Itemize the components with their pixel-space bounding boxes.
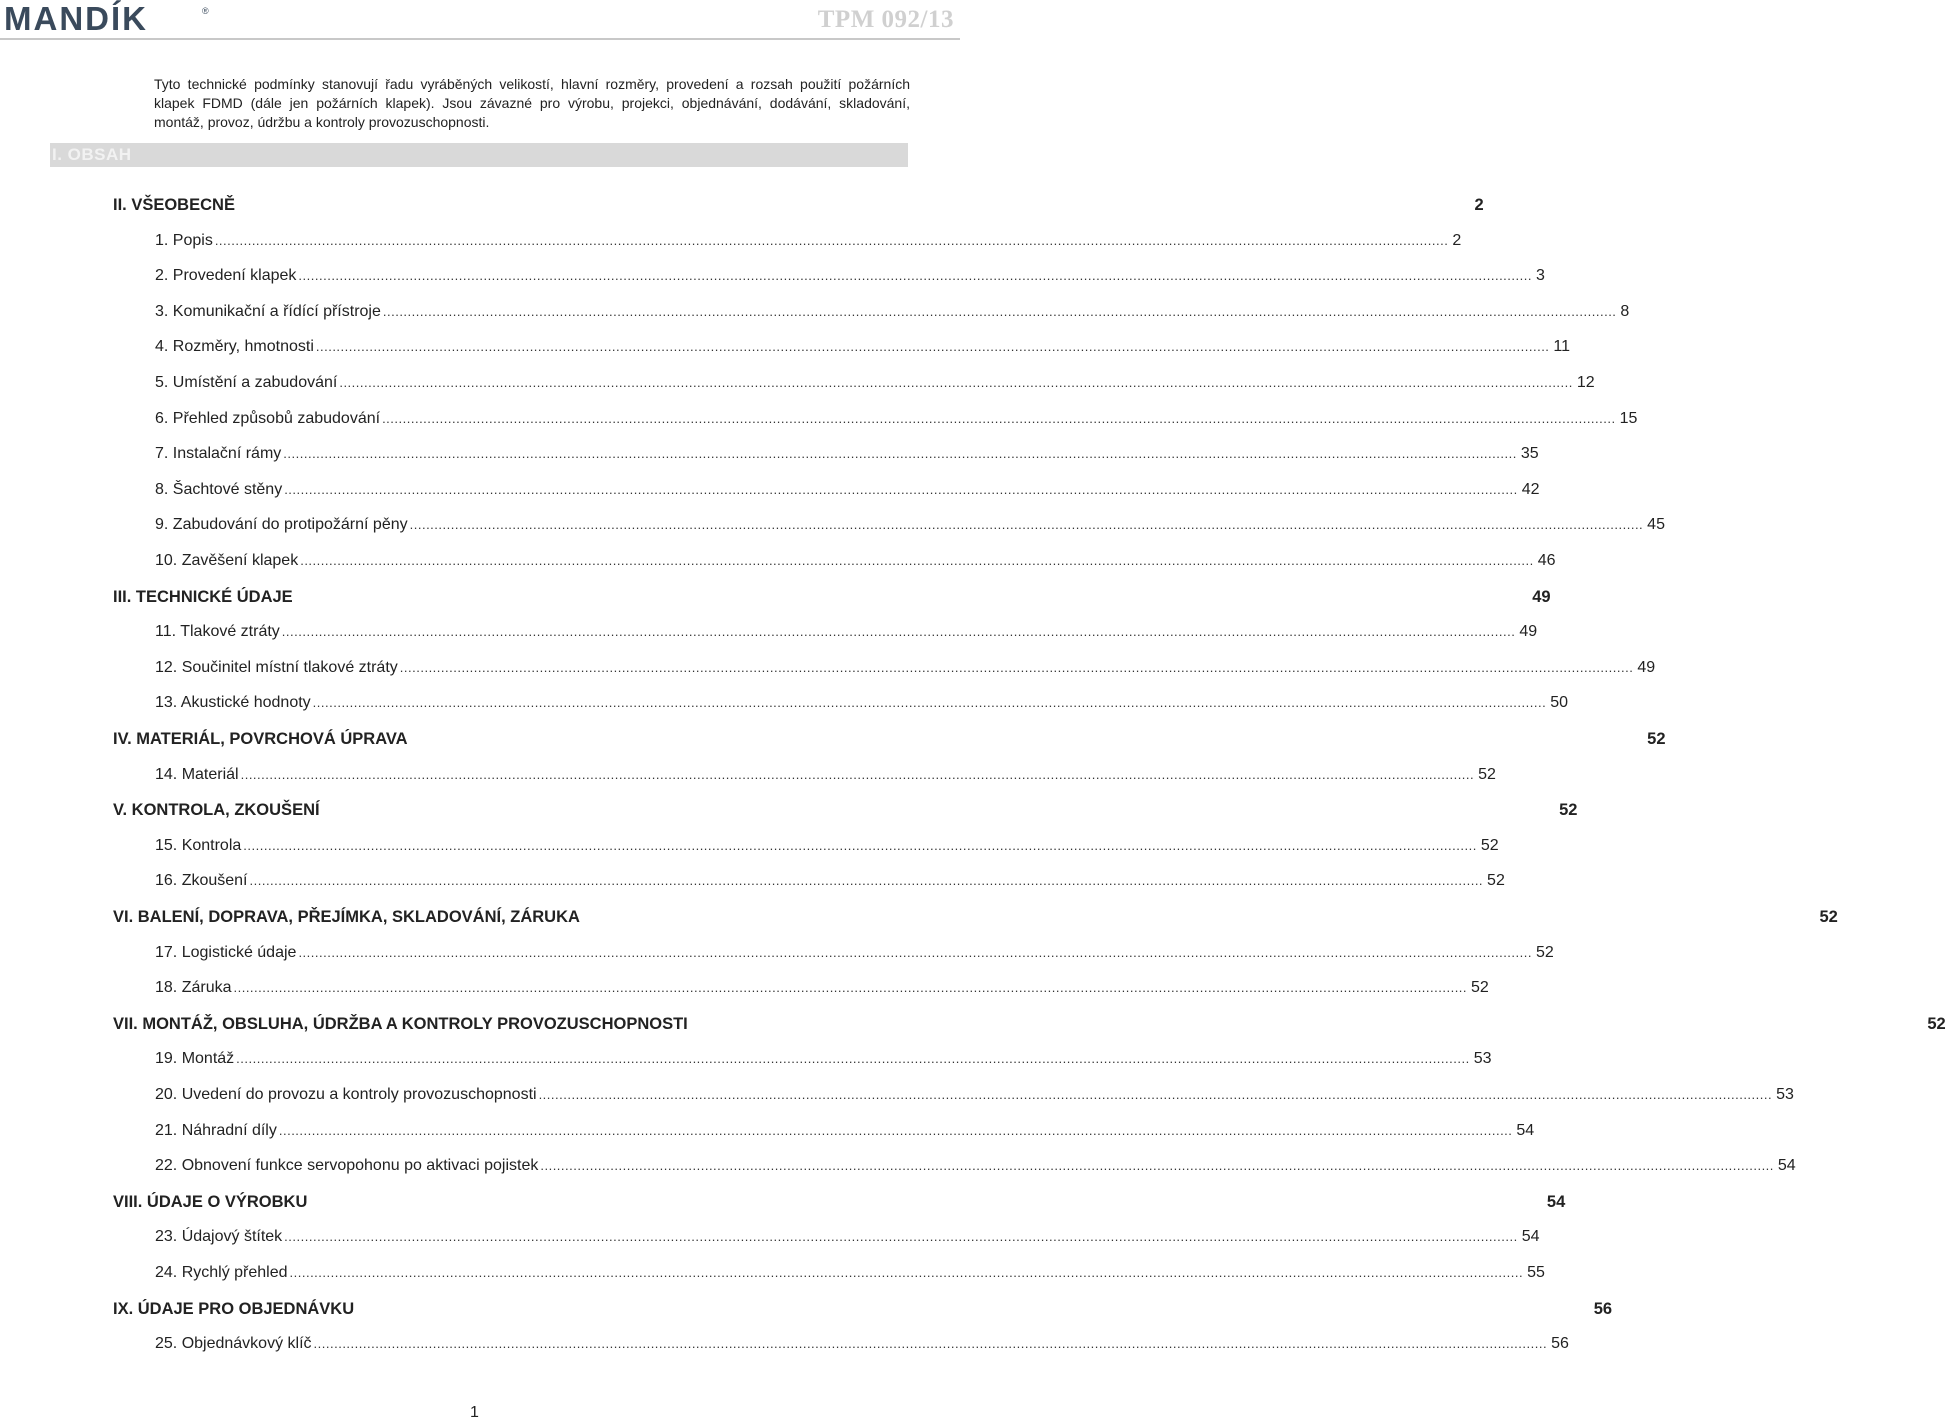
toc-heading[interactable] [113,1299,1613,1319]
toc-leader-dots: ............................................................................................................................................................................................................................................................................................................ [243,837,1477,853]
toc-title: 25. Objednávkový klíč [155,1335,312,1353]
toc-title: 2. Provedení klapek [155,267,297,285]
toc-title: 10. Zavěšení klapek [155,552,299,569]
document-code: TPM 092/13 [817,6,954,33]
toc-title: 7. Instalační rámy [155,445,282,463]
toc-leader-dots: ............................................................................................................................................................................................................................................................................................................ [240,766,1475,782]
svg-text:®: ® [202,6,209,16]
toc-entry[interactable] [155,445,1539,463]
toc-title: 23. Údajový štítek [155,1228,283,1246]
toc-leader-dots: ............................................................................................................................................................................................................................................................................................................ [315,339,1550,355]
toc-entry[interactable] [155,552,1556,570]
toc-page: 52 [1478,765,1496,783]
toc-title: 20. Uvedení do provozu a kontroly provozuschopnosti [155,1086,537,1103]
toc-entry[interactable] [155,658,1656,677]
toc-page: 49 [1519,623,1538,641]
toc-page: 49 [1532,587,1551,606]
toc-heading[interactable] [113,730,1666,749]
toc-page: 2 [1452,231,1462,249]
toc-page: 46 [1537,552,1556,569]
toc-page: 35 [1520,445,1539,463]
toc-heading[interactable] [113,1014,1946,1034]
toc-title: 9. Zabudování do protipožární pěny [155,516,408,534]
toc-leader-dots: ............................................................................................................................................................................................................................................................................................................ [249,873,1484,889]
toc-page: 2 [1474,196,1484,214]
toc-page: 52 [1647,730,1666,748]
toc-page: 42 [1521,480,1540,498]
toc-title: VI. BALENÍ, DOPRAVA, PŘEJÍMKA, SKLADOVÁNÍ, ZÁRUKA [113,908,580,926]
toc-leader-dots: ............................................................................................................................................................................................................................................................................................................ [214,232,1449,248]
toc-leader-dots: ............................................................................................................................................................................................................................................................................................................ [284,1229,1518,1245]
toc-entry[interactable] [155,1228,1540,1246]
toc-title: II. VŠEOBECNĚ [113,196,235,214]
svg-text:MANDÍK: MANDÍK [4,0,148,37]
toc-leader-dots: ............................................................................................................................................................................................................................................................................................................ [289,1265,1524,1280]
toc-title: VII. MONTÁŽ, OBSLUHA, ÚDRŽBA A KONTROLY PROVOZUSCHOPNOSTI [113,1014,688,1033]
toc-page: 52 [1471,979,1489,997]
toc-page: 54 [1777,1157,1796,1175]
toc-entry[interactable] [155,1050,1492,1068]
toc-entry[interactable] [155,765,1496,784]
toc-page: 52 [1487,872,1505,890]
toc-title: 17. Logistické údaje [155,943,297,961]
toc-page: 49 [1637,658,1656,676]
section-title: I. OBSAH [52,145,132,164]
toc-title: 24. Rychlý přehled [155,1264,288,1281]
page-header [0,0,960,40]
toc-title: 6. Přehled způsobů zabudování [155,409,381,427]
toc-page: 52 [1535,943,1554,961]
toc-page: 52 [1559,801,1578,820]
toc-title: 14. Materiál [155,765,239,783]
toc-entry[interactable] [155,480,1540,499]
toc-title: III. TECHNICKÉ ÚDAJE [113,587,293,606]
toc-title: 12. Součinitel místní tlakové ztráty [155,658,398,676]
toc-entry[interactable] [155,516,1665,534]
toc-leader-dots: ............................................................................................................................................................................................................................................................................................................ [283,446,1517,462]
toc-page: 50 [1550,694,1568,712]
toc-page: 54 [1516,1121,1535,1139]
toc-page: 54 [1521,1228,1540,1246]
toc-entry[interactable] [155,374,1595,392]
toc-title: 11. Tlakové ztráty [155,623,280,641]
toc-title: 18. Záruka [155,979,232,997]
toc-title: IV. MATERIÁL, POVRCHOVÁ ÚPRAVA [113,730,408,748]
toc-leader-dots: ............................................................................................................................................................................................................................................................................................................ [298,944,1532,960]
toc-leader-dots: ............................................................................................................................................................................................................................................................................................................ [382,410,1616,426]
toc-page: 8 [1620,302,1630,320]
toc-page: 45 [1647,516,1665,534]
page-number: 1 [470,1404,479,1421]
toc-leader-dots: ............................................................................................................................................................................................................................................................................................................ [236,1051,1470,1067]
toc-entry[interactable] [155,1086,1794,1104]
toc-entry[interactable] [155,836,1499,855]
toc-page: 15 [1619,409,1638,427]
toc-heading[interactable] [113,587,1551,607]
mandik-logo [4,2,214,36]
toc-title: 21. Náhradní díly [155,1121,277,1139]
toc-page: 54 [1546,1192,1566,1211]
toc-title: 8. Šachtové stěny [155,480,283,498]
toc-page: 55 [1527,1264,1545,1281]
toc-page: 12 [1576,374,1595,391]
toc-leader-dots: ............................................................................................................................................................................................................................................................................................................ [298,268,1532,284]
toc-leader-dots: ............................................................................................................................................................................................................................................................................................................ [278,1122,1513,1138]
toc-title: 1. Popis [155,231,213,249]
toc-title: 13. Akustické hodnoty [155,694,311,712]
toc-heading[interactable] [113,801,1578,820]
toc-leader-dots: ............................................................................................................................................................................................................................................................................................................ [312,695,1547,711]
toc-entry[interactable] [155,1264,1545,1282]
toc-leader-dots: ............................................................................................................................................................................................................................................................................................................ [233,980,1468,996]
toc-leader-dots: ............................................................................................................................................................................................................................................................................................................ [540,1158,1774,1174]
toc-title: 19. Montáž [155,1050,235,1068]
toc-entry[interactable] [155,872,1505,890]
toc-page: 52 [1927,1014,1946,1033]
toc-entry[interactable] [155,943,1554,962]
toc-leader-dots: ............................................................................................................................................................................................................................................................................................................ [382,303,1617,319]
toc-title: 4. Rozměry, hmotnosti [155,338,314,356]
toc-leader-dots: ............................................................................................................................................................................................................................................................................................................ [313,1336,1548,1352]
toc-leader-dots: ............................................................................................................................................................................................................................................................................................................ [399,659,1634,675]
toc-heading[interactable] [113,908,1838,927]
toc-entry[interactable] [155,1335,1569,1353]
header-rule [0,38,960,40]
toc-page: 53 [1776,1086,1794,1103]
toc-heading[interactable] [113,1192,1566,1212]
toc-leader-dots: ............................................................................................................................................................................................................................................................................................................ [284,481,1518,497]
toc-entry[interactable] [155,409,1638,428]
toc-page: 11 [1553,338,1571,356]
toc-entry[interactable] [155,1121,1535,1140]
toc-leader-dots: ............................................................................................................................................................................................................................................................................................................ [538,1087,1773,1102]
toc-title: V. KONTROLA, ZKOUŠENÍ [113,801,320,820]
toc-page: 52 [1480,836,1499,854]
toc-title: 22. Obnovení funkce servopohonu po aktivaci pojistek [155,1157,539,1175]
toc-title: 15. Kontrola [155,836,242,854]
toc-heading[interactable] [113,196,1484,215]
toc-leader-dots: ............................................................................................................................................................................................................................................................................................................ [339,375,1573,390]
toc-title: VIII. ÚDAJE O VÝROBKU [113,1192,308,1211]
toc-page: 56 [1593,1299,1613,1318]
toc-entry[interactable] [155,694,1568,712]
toc-entry[interactable] [155,623,1538,641]
toc-entry[interactable] [155,267,1545,285]
toc-leader-dots: ............................................................................................................................................................................................................................................................................................................ [281,624,1516,640]
toc-title: IX. ÚDAJE PRO OBJEDNÁVKU [113,1299,355,1318]
toc-title: 3. Komunikační a řídící přístroje [155,302,381,320]
toc-entry[interactable] [155,231,1462,250]
toc-title: 5. Umístění a zabudování [155,374,338,391]
toc-title: 16. Zkoušení [155,872,248,890]
toc-entry[interactable] [155,302,1630,321]
toc-leader-dots: ............................................................................................................................................................................................................................................................................................................ [300,553,1534,568]
toc-page: 53 [1473,1050,1492,1068]
toc-entry[interactable] [155,979,1489,997]
section-heading-bar [50,143,908,167]
toc-entry[interactable] [155,1157,1796,1175]
toc-page: 52 [1819,908,1838,926]
toc-leader-dots: ............................................................................................................................................................................................................................................................................................................ [409,517,1644,533]
intro-paragraph: Tyto technické podmínky stanovují řadu vyráběných velikostí, hlavní rozměry, provedení a rozsah použití požárních klapek FDMD (dále jen požárních klapek). Jsou závazné pro výrobu, projekci, objednávání, dodávání, skladování, montáž, provoz, údržbu a kontroly provozuschopnosti. [154,76,910,130]
toc-page: 3 [1535,267,1545,285]
toc-entry[interactable] [155,338,1571,356]
toc-page: 56 [1551,1335,1569,1353]
